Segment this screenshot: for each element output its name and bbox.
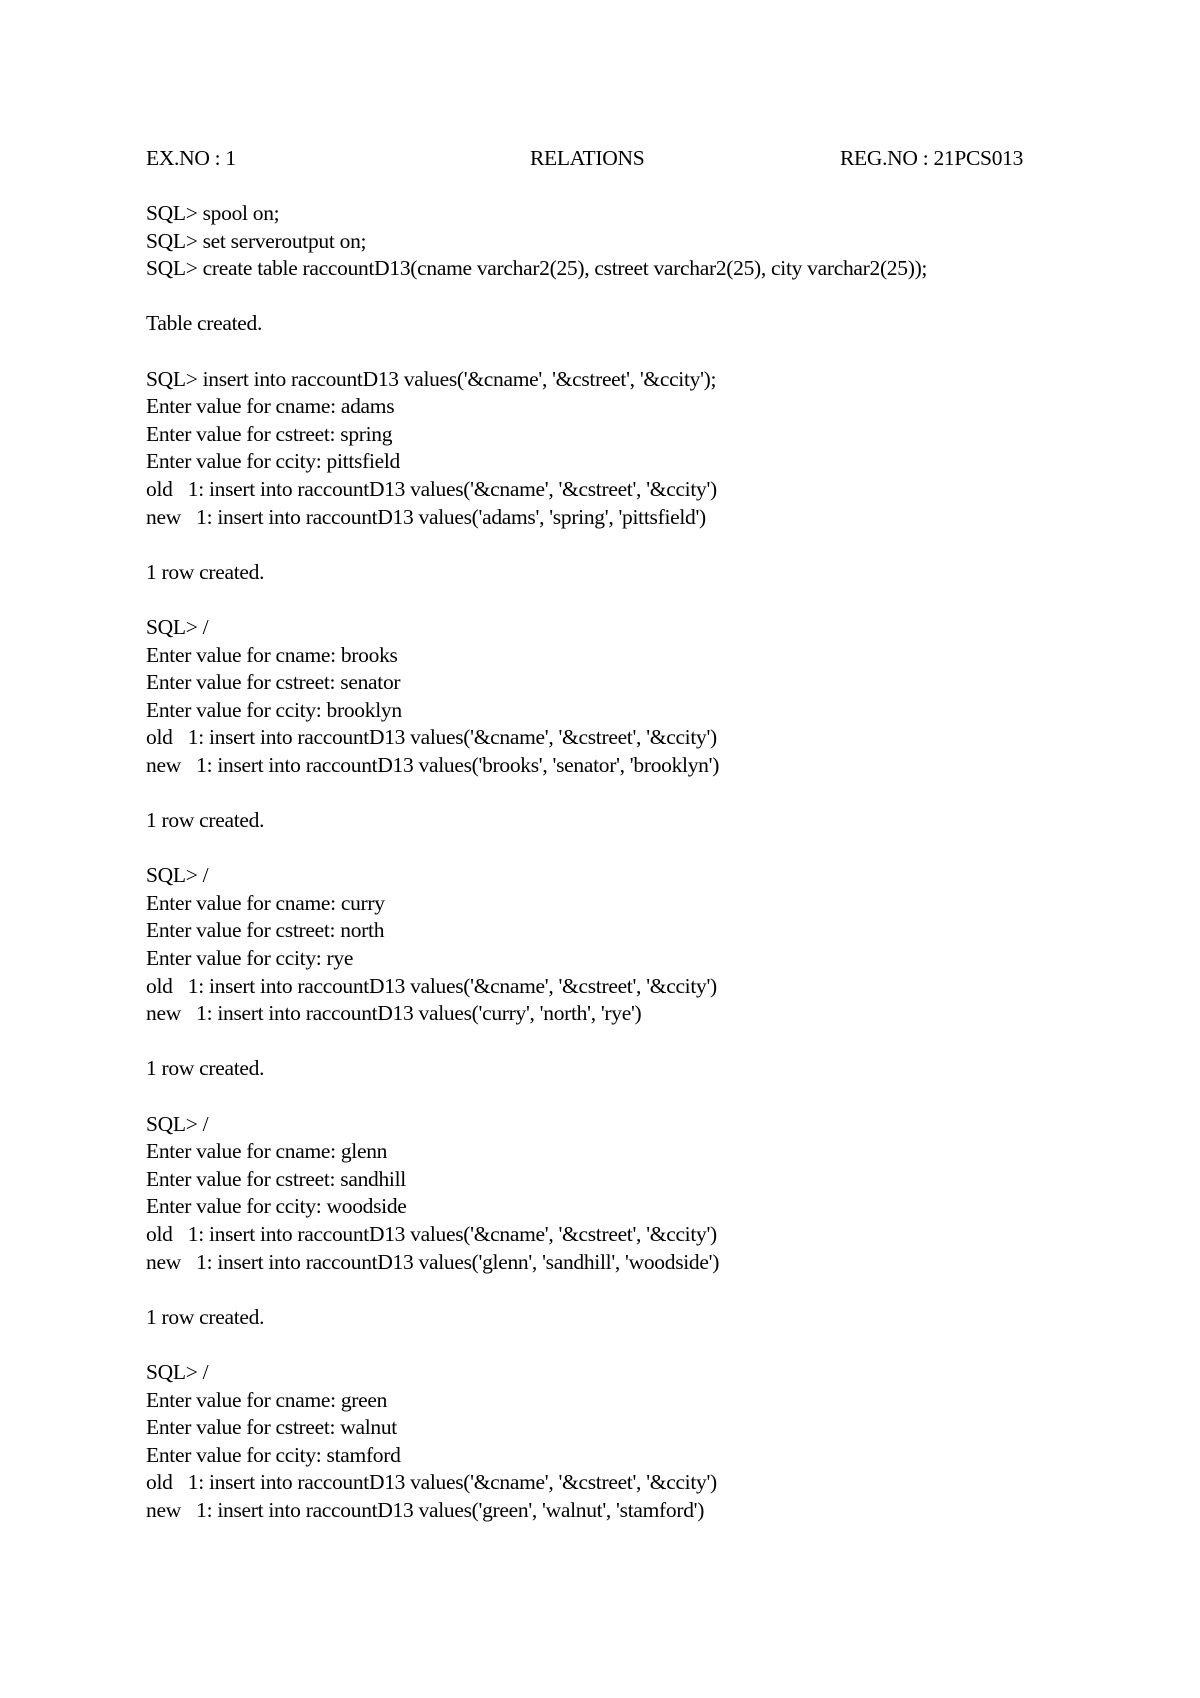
transcript-line: Enter value for ccity: woodside: [146, 1194, 407, 1219]
transcript-line: 1 row created.: [146, 808, 265, 833]
transcript-line: new 1: insert into raccountD13 values('green', 'walnut', 'stamford'): [146, 1497, 705, 1522]
transcript-line: Enter value for cstreet: north: [146, 918, 385, 943]
transcript-line: new 1: insert into raccountD13 values('curry', 'north', 'rye'): [146, 1001, 642, 1026]
transcript-line: SQL> /: [146, 614, 209, 639]
transcript-line: SQL> create table raccountD13(cname varchar2(25), cstreet varchar2(25), city varchar2(25));: [146, 256, 928, 281]
transcript-line: Enter value for ccity: rye: [146, 946, 354, 971]
transcript-line: Enter value for ccity: brooklyn: [146, 697, 402, 722]
transcript-line: Table created.: [146, 311, 263, 336]
blank-line: [146, 835, 1106, 863]
blank-line: [146, 1276, 1106, 1304]
transcript-line: Enter value for cstreet: senator: [146, 670, 401, 695]
transcript-line: SQL> insert into raccountD13 values('&cname', '&cstreet', '&ccity');: [146, 366, 717, 391]
transcript-line: SQL> /: [146, 1111, 209, 1136]
page-header: [146, 145, 1106, 173]
transcript-line: Enter value for cname: curry: [146, 890, 385, 915]
transcript-line: Enter value for cname: glenn: [146, 1139, 388, 1164]
transcript-line: new 1: insert into raccountD13 values('adams', 'spring', 'pittsfield'): [146, 504, 706, 529]
blank-line: [146, 283, 1106, 311]
registration-number: REG.NO : 21PCS013: [840, 146, 1024, 170]
transcript-line: old 1: insert into raccountD13 values('&cname', '&cstreet', '&ccity'): [146, 725, 717, 750]
transcript-line: new 1: insert into raccountD13 values('brooks', 'senator', 'brooklyn'): [146, 752, 720, 777]
sql-transcript: [146, 200, 1106, 1525]
exercise-number: EX.NO : 1: [146, 146, 236, 170]
exercise-title: RELATIONS: [530, 146, 645, 170]
transcript-line: Enter value for cname: adams: [146, 394, 395, 419]
transcript-line: Enter value for cstreet: sandhill: [146, 1166, 406, 1191]
transcript-line: SQL> /: [146, 863, 209, 888]
transcript-line: old 1: insert into raccountD13 values('&cname', '&cstreet', '&ccity'): [146, 973, 717, 998]
transcript-line: new 1: insert into raccountD13 values('glenn', 'sandhill', 'woodside'): [146, 1249, 720, 1274]
transcript-line: Enter value for ccity: pittsfield: [146, 449, 400, 474]
blank-line: [146, 1331, 1106, 1359]
transcript-line: Enter value for ccity: stamford: [146, 1442, 401, 1467]
transcript-line: SQL> set serveroutput on;: [146, 228, 367, 253]
transcript-line: Enter value for cname: green: [146, 1387, 388, 1412]
transcript-line: SQL> spool on;: [146, 201, 280, 225]
blank-line: [146, 1083, 1106, 1111]
blank-line: [146, 1028, 1106, 1056]
blank-line: [146, 338, 1106, 366]
transcript-line: 1 row created.: [146, 559, 265, 584]
transcript-line: old 1: insert into raccountD13 values('&cname', '&cstreet', '&ccity'): [146, 476, 717, 501]
transcript-line: old 1: insert into raccountD13 values('&cname', '&cstreet', '&ccity'): [146, 1221, 717, 1246]
transcript-line: Enter value for cstreet: spring: [146, 421, 393, 446]
transcript-line: Enter value for cname: brooks: [146, 642, 398, 667]
transcript-line: SQL> /: [146, 1359, 209, 1384]
transcript-line: 1 row created.: [146, 1056, 265, 1081]
blank-line: [146, 779, 1106, 807]
blank-line: [146, 531, 1106, 559]
transcript-line: Enter value for cstreet: walnut: [146, 1415, 397, 1440]
blank-line: [146, 586, 1106, 614]
document-page: [146, 145, 1106, 1525]
transcript-line: 1 row created.: [146, 1304, 265, 1329]
transcript-line: old 1: insert into raccountD13 values('&cname', '&cstreet', '&ccity'): [146, 1470, 717, 1495]
